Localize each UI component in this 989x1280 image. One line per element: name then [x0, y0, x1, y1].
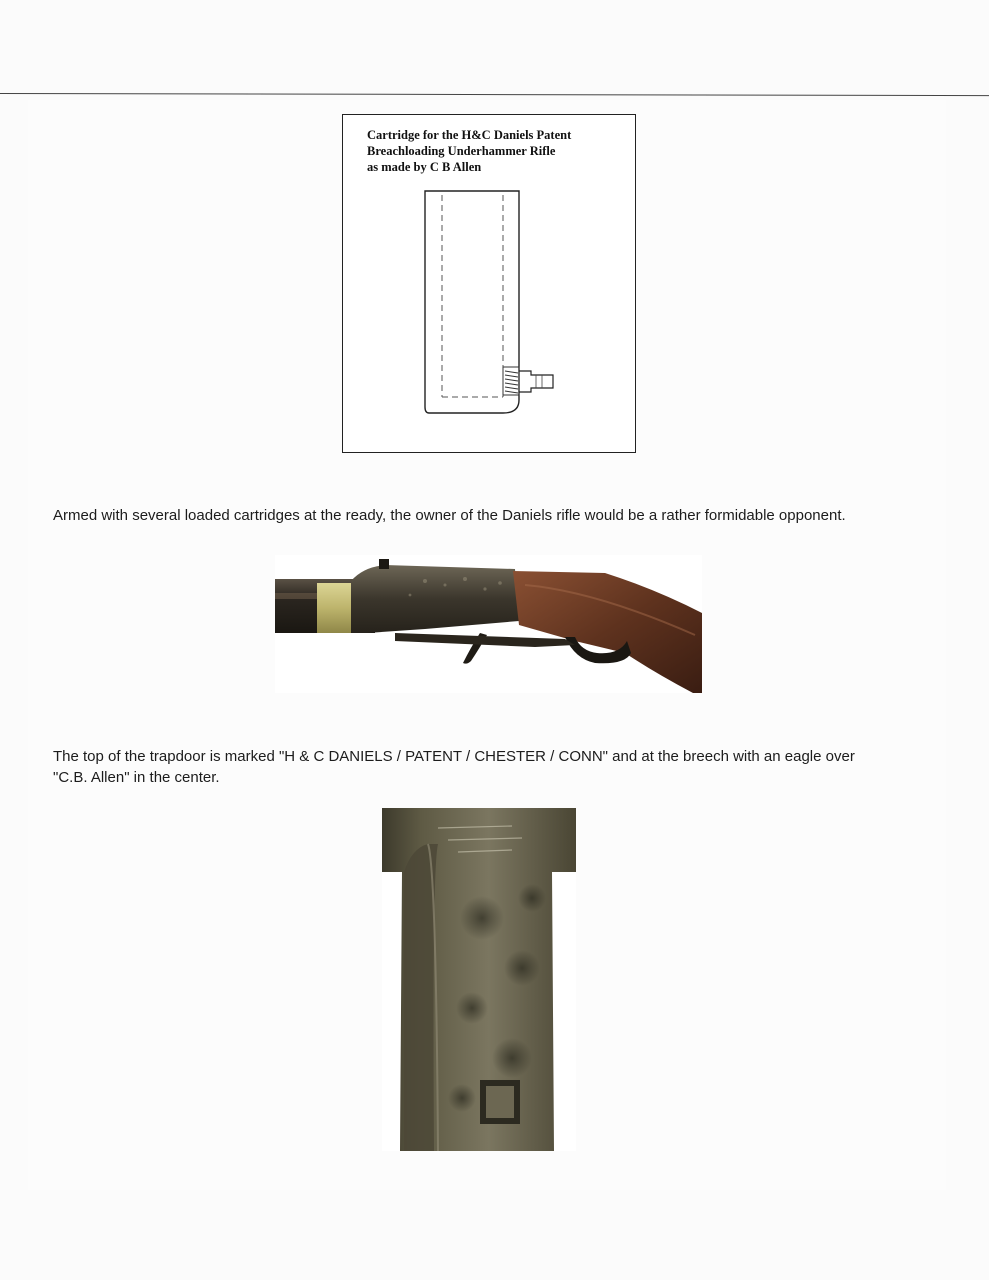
rifle-frame — [351, 565, 519, 633]
caption-line-3: as made by C B Allen — [367, 160, 482, 174]
paragraph-2-line-2: "C.B. Allen" in the center. — [53, 769, 220, 786]
rear-sight — [379, 559, 389, 569]
rifle-action-photo — [275, 555, 702, 693]
brass-band — [317, 583, 351, 633]
cartridge-figure — [342, 114, 636, 453]
top-rule-line — [0, 93, 989, 96]
paragraph-trapdoor — [53, 746, 943, 788]
caption-line-1: Cartridge for the H&C Daniels Patent — [367, 128, 572, 142]
paragraph-1-text: Armed with several loaded cartridges at the ready, the owner of the Daniels rifle would be a rather formidable opponent. — [53, 507, 846, 524]
trapdoor-photo — [382, 808, 576, 1151]
paragraph-2-line-1: The top of the trapdoor is marked "H & C DANIELS / PATENT / CHESTER / CONN" and at the breech with an eagle over — [53, 748, 855, 765]
paragraph-cartridges — [53, 505, 943, 526]
caption-line-2: Breachloading Underhammer Rifle — [367, 144, 556, 158]
cartridge-drawing — [343, 115, 635, 452]
cartridge-body-outline — [425, 191, 519, 413]
nipple-threads — [503, 367, 519, 395]
